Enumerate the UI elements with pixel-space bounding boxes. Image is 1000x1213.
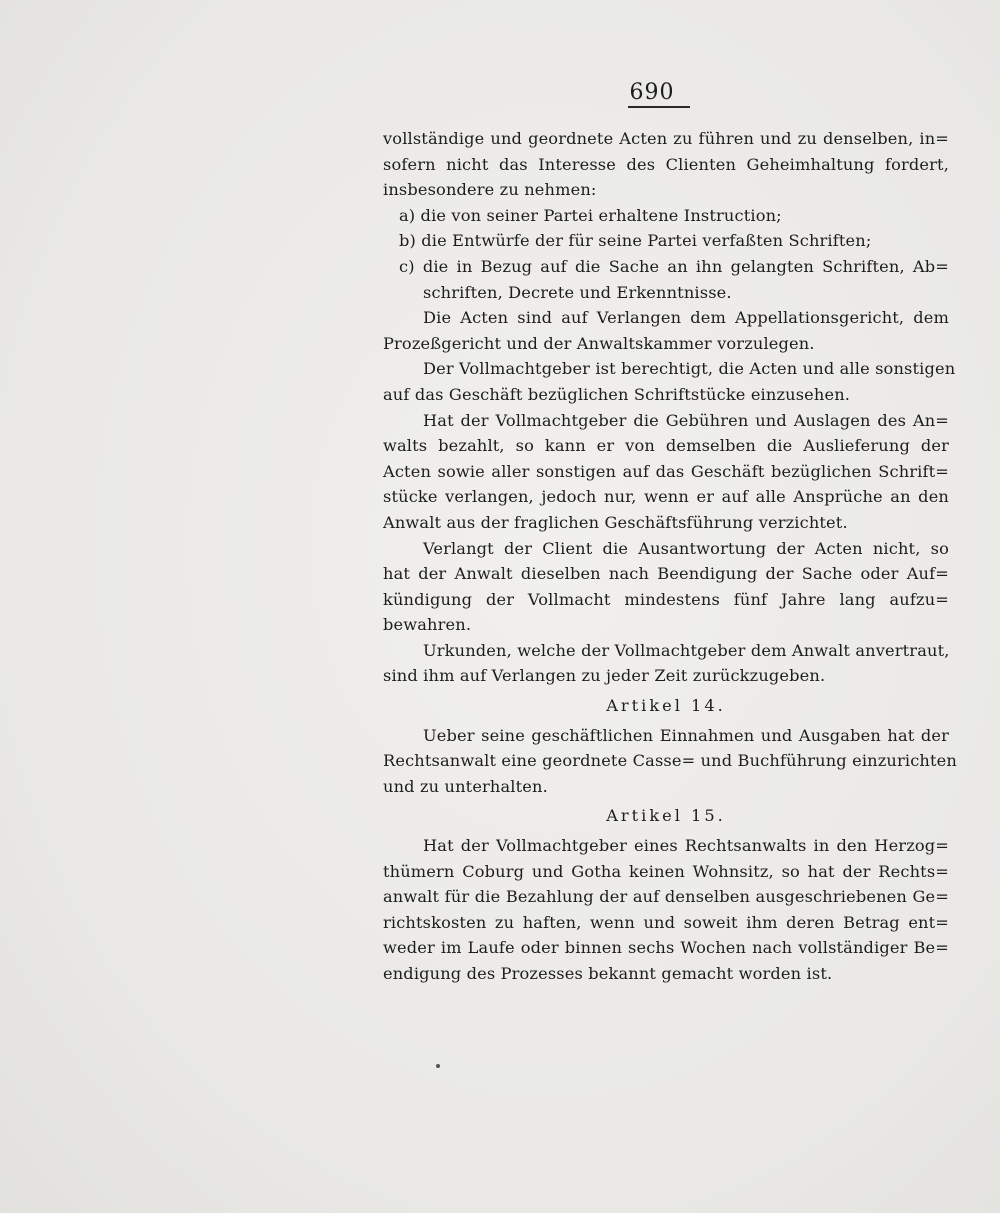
article-heading: Artikel 15.: [606, 806, 726, 826]
text-line: vollständige und geordnete Acten zu führen und zu denselben, in=: [383, 129, 949, 148]
text-line: sind ihm auf Verlangen zu jeder Zeit zurückzugeben.: [383, 666, 826, 686]
text-line: a) die von seiner Partei erhaltene Instruction;: [399, 205, 782, 225]
text-line: insbesondere zu nehmen:: [383, 180, 597, 200]
text-line: Der Vollmachtgeber ist berechtigt, die Acten und alle sonstigen: [423, 359, 956, 379]
text-line: walts bezahlt, so kann er von demselben die Auslieferung der: [383, 436, 949, 456]
text-line: sofern nicht das Interesse des Clienten Geheimhaltung fordert,: [383, 154, 949, 174]
text-line: richtskosten zu haften, wenn und soweit ihm deren Betrag ent=: [383, 912, 949, 932]
ink-spot: [436, 1064, 440, 1068]
text-line: Rechtsanwalt eine geordnete Casse= und Buchführung einzurichten: [383, 751, 957, 771]
body-text: [383, 126, 957, 987]
text-line: thümern Coburg und Gotha keinen Wohnsitz, so hat der Rechts=: [383, 861, 949, 881]
text-line: Hat der Vollmachtgeber eines Rechtsanwalts in den Herzog=: [423, 836, 949, 856]
page-number: 690: [629, 80, 675, 105]
text-line: c) die in Bezug auf die Sache an ihn gelangten Schriften, Ab=: [399, 256, 949, 276]
text-line: kündigung der Vollmacht mindestens fünf Jahre lang aufzu=: [383, 589, 949, 609]
text-line: schriften, Decrete und Erkenntnisse.: [423, 282, 732, 302]
text-line: Acten sowie aller sonstigen auf das Geschäft bezüglichen Schrift=: [383, 461, 949, 481]
page-number-rule: [628, 106, 690, 108]
article-heading: Artikel 14.: [606, 696, 726, 716]
text-line: hat der Anwalt dieselben nach Beendigung der Sache oder Auf=: [383, 564, 949, 584]
text-line: Anwalt aus der fraglichen Geschäftsführung verzichtet.: [383, 512, 848, 532]
text-line: auf das Geschäft bezüglichen Schriftstücke einzusehen.: [383, 384, 851, 404]
text-line: Die Acten sind auf Verlangen dem Appellationsgericht, dem: [423, 308, 949, 328]
text-line: Prozeßgericht und der Anwaltskammer vorzulegen.: [383, 333, 815, 353]
text-line: stücke verlangen, jedoch nur, wenn er auf alle Ansprüche an den: [383, 487, 949, 507]
text-line: Ueber seine geschäftlichen Einnahmen und Ausgaben hat der: [423, 725, 949, 745]
text-line: b) die Entwürfe der für seine Partei verfaßten Schriften;: [399, 231, 872, 251]
text-line: bewahren.: [383, 615, 472, 635]
text-line: endigung des Prozesses bekannt gemacht worden ist.: [383, 964, 833, 983]
text-line: Hat der Vollmachtgeber die Gebühren und Auslagen des An=: [423, 410, 949, 430]
text-line: Urkunden, welche der Vollmachtgeber dem Anwalt anvertraut,: [423, 640, 950, 660]
text-line: anwalt für die Bezahlung der auf denselben ausgeschriebenen Ge=: [383, 887, 949, 907]
text-line: und zu unterhalten.: [383, 776, 548, 796]
text-line: weder im Laufe oder binnen sechs Wochen nach vollständiger Be=: [383, 938, 949, 958]
text-line: Verlangt der Client die Ausantwortung der Acten nicht, so: [423, 538, 949, 558]
